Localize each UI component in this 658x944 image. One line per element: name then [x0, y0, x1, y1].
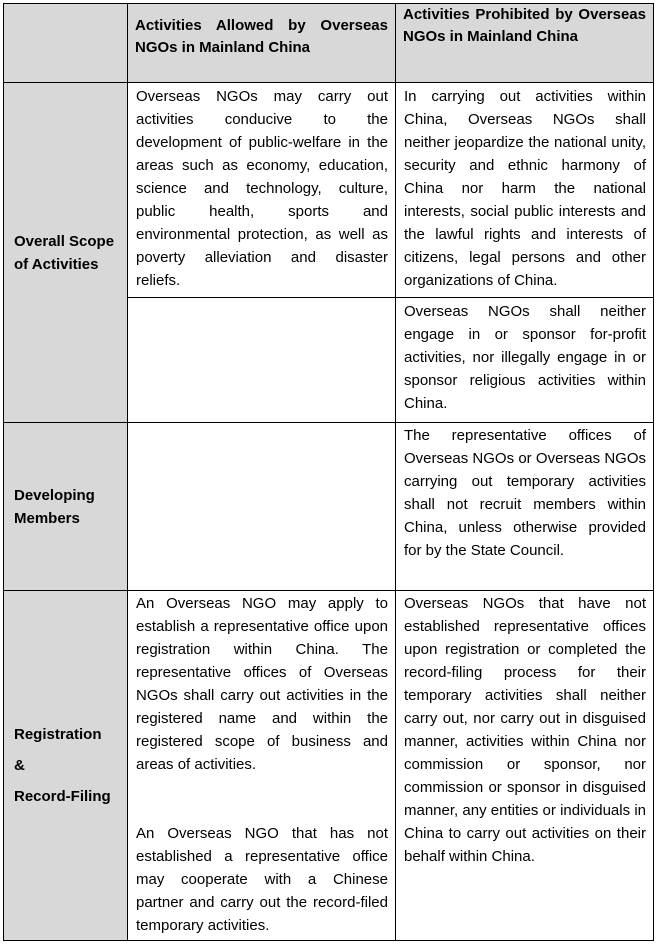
row-header-overall-scope — [4, 83, 128, 423]
row-header-registration — [4, 591, 128, 941]
row-header-label: Overall Scope of Activities — [14, 232, 115, 273]
row-header-line: Registration — [14, 726, 102, 743]
allowed-cell — [128, 591, 396, 941]
column-header-allowed-text: Activities Allowed by Overseas NGOs in Mainland China — [135, 17, 388, 56]
row-header-developing-members — [4, 423, 128, 591]
prohibited-text: Overseas NGOs shall neither engage in or sponsor for-profit activities, nor illegally engage in or sponsor religious activities within China. — [404, 303, 646, 412]
prohibited-cell — [396, 423, 654, 591]
column-header-prohibited — [396, 4, 654, 83]
prohibited-text: Overseas NGOs that have not established representative offices upon registration or completed the record-filing process for their temporary activities shall neither carry out, nor carry out in disguised manner, activities within China nor commission or sponsor, nor commission or sponsor in disguised manner, any entities or individuals in China to carry out activities on their behalf within China. — [404, 595, 646, 865]
row-header-line: Record-Filing — [14, 788, 111, 805]
allowed-text-block — [128, 591, 395, 937]
column-header-allowed — [128, 4, 396, 83]
allowed-cell-empty — [128, 298, 396, 423]
allowed-cell-empty — [128, 423, 396, 591]
table-row — [4, 591, 654, 941]
column-header-prohibited-text: Activities Prohibited by Overseas NGOs in Mainland China — [403, 6, 646, 45]
allowed-cell — [128, 83, 396, 298]
prohibited-cell — [396, 83, 654, 298]
allowed-paragraph: An Overseas NGO that has not established a representative office may cooperate with a Chinese partner and carry out the record-filed temporary activities. — [136, 825, 388, 934]
allowed-paragraph: An Overseas NGO may apply to establish a representative office upon registration within China. The representative offices of Overseas NGOs shall carry out activities in the registered name and within the registered scope of business and areas of activities. — [136, 595, 388, 773]
prohibited-text: The representative offices of Overseas NGOs or Overseas NGOs carrying out temporary activities shall not recruit members within China, unless otherwise provided for by the State Council. — [404, 427, 646, 559]
corner-cell — [4, 4, 128, 83]
header-row — [4, 4, 654, 83]
ngo-activities-table — [3, 3, 654, 941]
table-row — [4, 423, 654, 591]
prohibited-cell — [396, 298, 654, 423]
table-row — [4, 83, 654, 298]
row-header-label — [4, 719, 127, 812]
row-header-line: & — [14, 757, 25, 774]
paragraph-gap — [136, 776, 388, 822]
prohibited-text: In carrying out activities within China, Overseas NGOs shall neither jeopardize the national unity, security and ethnic harmony of China nor harm the national interests, social public interests and the lawful rights and interests of citizens, legal persons and other organizations of China. — [404, 88, 646, 289]
prohibited-cell — [396, 591, 654, 941]
row-header-label: Developing Members — [14, 486, 95, 527]
allowed-text: Overseas NGOs may carry out activities conducive to the development of public-welfare in the areas such as economy, education, science and technology, culture, public health, sports and environmental protection, as well as poverty alleviation and disaster reliefs. — [136, 88, 388, 289]
